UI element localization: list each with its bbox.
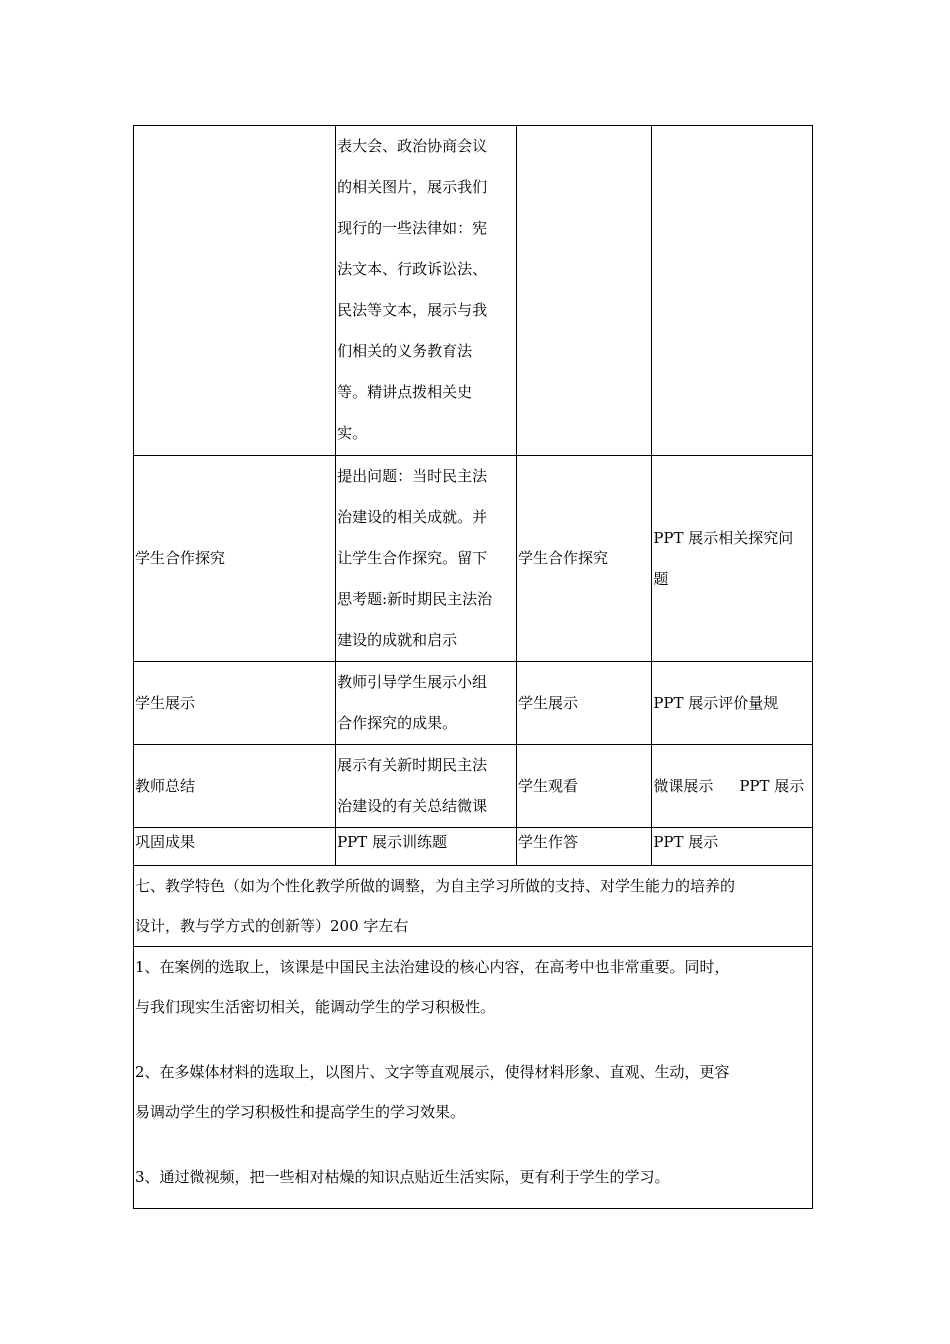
section-content-cell [134, 947, 813, 1209]
feature-point [135, 1052, 811, 1132]
media-text-ppt: PPT 展示 [739, 776, 805, 795]
teacher-activity-cell [336, 126, 517, 456]
teacher-activity-line: 建设的成就和启示 [337, 631, 458, 649]
teacher-activity-line: 的相关图片，展示我们 [337, 178, 488, 196]
student-activity-cell [516, 126, 651, 456]
feature-line: 1、在案例的选取上，该课是中国民主法治建设的核心内容，在高考中也非常重要。同时， [135, 958, 730, 976]
teacher-activity-cell: PPT 展示训练题 [336, 828, 517, 866]
feature-line: 3、通过微视频，把一些相对枯燥的知识点贴近生活实际，更有利于学生的学习。 [135, 1168, 670, 1186]
stage-cell: 教师总结 [134, 745, 336, 828]
student-activity-cell: 学生合作探究 [516, 456, 651, 662]
teacher-activity-line: 提出问题：当时民主法 [337, 467, 488, 485]
media-cell: PPT 展示评价量规 [652, 662, 813, 745]
teacher-activity-cell [336, 456, 517, 662]
media-line: 题 [653, 569, 669, 588]
table-row [134, 126, 813, 456]
section-heading-line: 设计，教与学方式的创新等）200 字左右 [135, 917, 409, 935]
feature-point [135, 1157, 811, 1197]
media-cell [652, 126, 813, 456]
teacher-activity-line: 让学生合作探究。留下 [337, 549, 488, 567]
teacher-activity-line: 实。 [337, 424, 368, 442]
teacher-activity-line: 表大会、政治协商会议 [337, 137, 488, 155]
table-row [134, 456, 813, 662]
teacher-activity-line: 治建设的相关成就。并 [337, 508, 488, 526]
stage-cell [134, 126, 336, 456]
table-row [134, 866, 813, 947]
teacher-activity-line: 展示有关新时期民主法 [337, 756, 488, 774]
feature-line: 易调动学生的学习积极性和提高学生的学习效果。 [135, 1103, 466, 1121]
media-line: PPT 展示相关探究问 [653, 528, 794, 547]
lesson-plan-table-page [133, 125, 813, 1209]
media-cell [652, 745, 813, 828]
teacher-activity-line: 现行的一些法律如：宪 [337, 219, 488, 237]
student-activity-cell: 学生展示 [516, 662, 651, 745]
table-row [134, 662, 813, 745]
teacher-activity-line: 合作探究的成果。 [337, 714, 458, 732]
media-text-micro: 微课展示 [653, 776, 714, 795]
section-heading-cell [134, 866, 813, 947]
teacher-activity-line: 们相关的义务教育法 [337, 342, 473, 360]
media-cell [652, 456, 813, 662]
student-activity-cell: 学生作答 [516, 828, 651, 866]
section-heading-line: 七、教学特色（如为个性化教学所做的调整，为自主学习所做的支持、对学生能力的培养的 [135, 877, 736, 895]
stage-cell: 学生展示 [134, 662, 336, 745]
feature-line: 2、在多媒体材料的选取上，以图片、文字等直观展示，使得材料形象、直观、生动，更容 [135, 1063, 730, 1081]
teacher-activity-line: 民法等文本，展示与我 [337, 301, 488, 319]
table-row [134, 947, 813, 1209]
teacher-activity-line: 思考题:新时期民主法治 [337, 590, 493, 608]
teacher-activity-line: 教师引导学生展示小组 [337, 673, 488, 691]
teacher-activity-line: 等。精讲点拨相关史 [337, 383, 473, 401]
lesson-plan-table [133, 125, 813, 1209]
teacher-activity-line: 治建设的有关总结微课 [337, 797, 488, 815]
table-row [134, 828, 813, 866]
feature-point [135, 947, 811, 1027]
stage-cell: 巩固成果 [134, 828, 336, 866]
student-activity-cell: 学生观看 [516, 745, 651, 828]
teacher-activity-line: 法文本、行政诉讼法、 [337, 260, 488, 278]
table-row [134, 745, 813, 828]
feature-line: 与我们现实生活密切相关，能调动学生的学习积极性。 [135, 998, 496, 1016]
media-cell: PPT 展示 [652, 828, 813, 866]
teacher-activity-cell [336, 745, 517, 828]
teacher-activity-cell [336, 662, 517, 745]
stage-cell: 学生合作探究 [134, 456, 336, 662]
